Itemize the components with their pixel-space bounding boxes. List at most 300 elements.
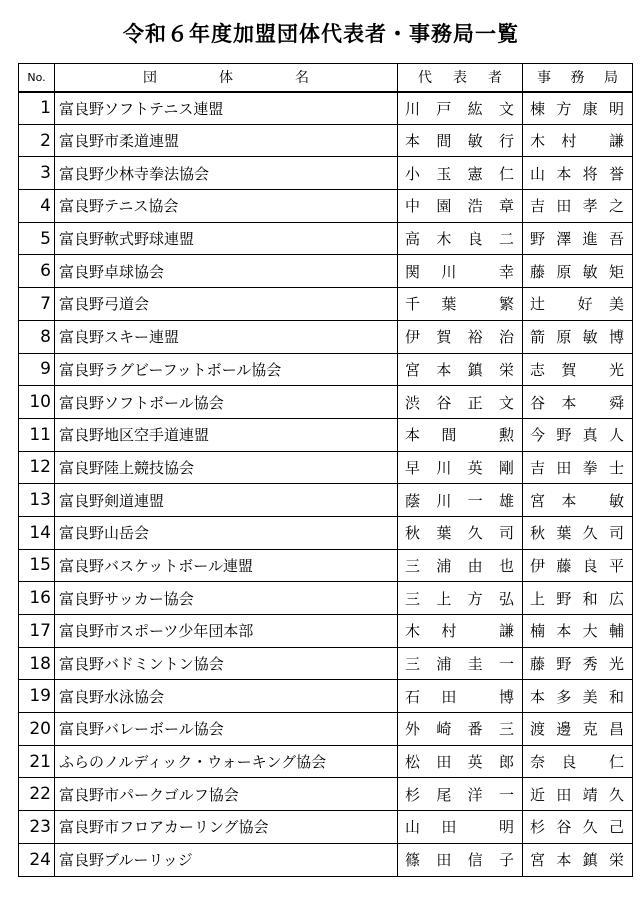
secretariat-name-char: 棟 [530,99,546,118]
row-number: 23 [19,811,55,844]
header-sec-char: 局 [604,70,618,87]
representative-name-char: 川 [436,491,452,510]
secretariat-name-char: 拳 [582,458,598,477]
representative-name-char: 本 [436,360,452,379]
representative-name-char: 賀 [436,328,452,347]
table-row [19,811,633,844]
secretariat-name-char: 謙 [608,132,624,151]
representative-name-char: 裕 [467,328,483,347]
organization-name: ふらのノルディック・ウォーキング協会 [55,745,398,778]
secretariat-name-char: 美 [582,687,598,706]
secretariat-name-char: 藤 [530,262,546,281]
secretariat-name-char: 吉 [530,458,546,477]
row-number: 16 [19,582,55,615]
organization-name: 富良野バドミントン協会 [55,647,398,680]
representative-name [398,582,523,615]
representative-name-char: 幸 [498,262,514,281]
secretariat-name-char: 久 [582,524,598,543]
row-number: 11 [19,418,55,451]
representative-name-char: 番 [467,720,483,739]
secretariat-name-char: 田 [556,197,572,216]
header-sec-char: 事 [537,70,551,87]
secretariat-name-char: 上 [530,589,546,608]
representative-name-char: 川 [441,262,457,281]
secretariat-name-char: 田 [556,458,572,477]
representative-name-char: 間 [436,132,452,151]
representative-name-char: 洋 [467,785,483,804]
secretariat-name [523,713,633,746]
representative-name-char: 勲 [498,426,514,445]
secretariat-name-char: 木 [530,132,546,151]
representative-name-char: 圭 [467,655,483,674]
representative-name-char: 敏 [467,132,483,151]
row-number: 1 [19,92,55,125]
representative-name-char: 一 [498,785,514,804]
secretariat-name-char: 平 [608,556,624,575]
organization-name: 富良野市スポーツ少年団本部 [55,615,398,648]
header-rep-char: 者 [488,70,502,87]
representative-name-char: 也 [498,556,514,575]
organization-name: 富良野バレーボール協会 [55,713,398,746]
secretariat-name-char: 本 [530,687,546,706]
representative-name-char: 渋 [405,393,421,412]
representative-name [398,386,523,419]
organization-name: 富良野少林寺拳法協会 [55,157,398,190]
secretariat-name [523,549,633,582]
secretariat-name-char: 野 [556,589,572,608]
secretariat-name [523,484,633,517]
representative-name-char: 葉 [441,295,457,314]
representative-name [398,516,523,549]
secretariat-name-char: 進 [582,230,598,249]
table-row [19,778,633,811]
secretariat-name-char: 近 [530,785,546,804]
secretariat-name-char: 光 [608,655,624,674]
representative-name [398,92,523,125]
secretariat-name [523,222,633,255]
organization-name: 富良野ソフトテニス連盟 [55,92,398,125]
secretariat-name-char: 真 [582,426,598,445]
secretariat-name-char: 広 [608,589,624,608]
representative-name-char: 田 [441,687,457,706]
table-row [19,222,633,255]
representative-name-char: 良 [467,230,483,249]
secretariat-name-char: 原 [556,328,572,347]
secretariat-name [523,418,633,451]
representative-name [398,778,523,811]
secretariat-name-char: 敏 [582,328,598,347]
row-number: 14 [19,516,55,549]
secretariat-name [523,353,633,386]
representative-name-char: 方 [467,589,483,608]
representative-name-char: 栄 [498,360,514,379]
representative-name-char: 司 [498,524,514,543]
representative-name-char: 間 [441,426,457,445]
secretariat-name-char: 藤 [530,655,546,674]
organization-name: 富良野地区空手道連盟 [55,418,398,451]
secretariat-name-char: 和 [582,589,598,608]
representative-name-char: 宮 [405,360,421,379]
representative-name-char: 一 [498,655,514,674]
secretariat-name-char: 久 [608,785,624,804]
representative-name-char: 外 [405,720,421,739]
secretariat-name-char: 藤 [556,556,572,575]
representative-name [398,615,523,648]
representative-name-char: 高 [405,230,421,249]
secretariat-name [523,190,633,223]
representative-name-char: 山 [405,818,421,837]
secretariat-name-char: 靖 [582,785,598,804]
secretariat-name [523,745,633,778]
table-row [19,484,633,517]
secretariat-name-char: 好 [577,295,593,314]
representative-name-char: 子 [498,851,514,870]
header-sec-char: 務 [570,70,585,87]
header-no: No. [19,64,55,92]
representative-name-char: 杉 [405,785,421,804]
representative-name-char: 田 [441,818,457,837]
representative-name-char: 弘 [498,589,514,608]
secretariat-name-char: 栄 [608,851,624,870]
secretariat-name-char: 輔 [608,622,624,641]
secretariat-name-char: 将 [582,164,598,183]
row-number: 15 [19,549,55,582]
secretariat-name-char: 本 [561,393,577,412]
representative-name-char: 崎 [436,720,452,739]
secretariat-name-char: 澤 [556,230,572,249]
organization-name: 富良野軟式野球連盟 [55,222,398,255]
representative-name-char: 篠 [405,851,421,870]
representative-name-char: 田 [436,753,452,772]
header-name-char: 名 [295,70,309,87]
row-number: 9 [19,353,55,386]
representative-name [398,647,523,680]
row-number: 22 [19,778,55,811]
representative-name-char: 紘 [467,99,483,118]
representative-name-char: 治 [498,328,514,347]
secretariat-name [523,157,633,190]
organization-name: 富良野ブルーリッジ [55,843,398,876]
row-number: 18 [19,647,55,680]
representative-name-char: 園 [436,197,452,216]
table-row [19,745,633,778]
representative-name-char: 秋 [405,524,421,543]
representative-name-char: 郎 [498,753,514,772]
header-name-char: 体 [219,70,233,87]
table-row [19,386,633,419]
secretariat-name-char: 多 [556,687,572,706]
representative-name-char: 戸 [436,99,452,118]
secretariat-name-char: 明 [608,99,624,118]
representative-name-char: 文 [498,99,514,118]
table-row [19,516,633,549]
secretariat-name-char: 山 [530,164,546,183]
representative-name-char: 石 [405,687,421,706]
representative-name [398,418,523,451]
organization-name: 富良野バスケットボール連盟 [55,549,398,582]
row-number: 19 [19,680,55,713]
secretariat-name-char: 奈 [530,753,546,772]
secretariat-name [523,516,633,549]
secretariat-name [523,124,633,157]
organization-name: 富良野剣道連盟 [55,484,398,517]
secretariat-name [523,582,633,615]
secretariat-name-char: 辻 [530,295,546,314]
representative-name-char: 谷 [436,393,452,412]
secretariat-name-char: 野 [556,655,572,674]
organization-name: 富良野市パークゴルフ協会 [55,778,398,811]
representative-name-char: 由 [467,556,483,575]
organization-name: 富良野卓球協会 [55,255,398,288]
member-organizations-table [18,63,633,877]
table-row [19,353,633,386]
representative-name [398,288,523,321]
secretariat-name-char: 渡 [530,720,546,739]
secretariat-name [523,615,633,648]
secretariat-name-char: 志 [530,360,546,379]
representative-name-char: 繁 [498,295,514,314]
organization-name: 富良野陸上競技協会 [55,451,398,484]
secretariat-name-char: 谷 [530,393,546,412]
representative-name [398,680,523,713]
secretariat-name-char: 孝 [582,197,598,216]
secretariat-name-char: 己 [608,818,624,837]
secretariat-name-char: 楠 [530,622,546,641]
row-number: 8 [19,320,55,353]
header-rep-char: 代 [418,70,432,87]
representative-name-char: 川 [405,99,421,118]
secretariat-name-char: 吾 [608,230,624,249]
secretariat-name-char: 本 [556,851,572,870]
secretariat-name-char: 昌 [608,720,624,739]
representative-name-char: 川 [436,458,452,477]
secretariat-name-char: 本 [561,491,577,510]
secretariat-name-char: 光 [608,360,624,379]
representative-name-char: 文 [498,393,514,412]
representative-name [398,124,523,157]
secretariat-name-char: 野 [530,230,546,249]
secretariat-name [523,680,633,713]
representative-name-char: 正 [467,393,483,412]
row-number: 4 [19,190,55,223]
representative-name [398,190,523,223]
secretariat-name-char: 谷 [556,818,572,837]
representative-name-char: 三 [405,589,421,608]
header-row [19,64,633,92]
secretariat-name-char: 賀 [561,360,577,379]
representative-name-char: 明 [498,818,514,837]
organization-name: 富良野サッカー協会 [55,582,398,615]
representative-name-char: 浦 [436,655,452,674]
secretariat-name-char: 野 [556,426,572,445]
secretariat-name-char: 本 [556,622,572,641]
representative-name-char: 松 [405,753,421,772]
table-row [19,157,633,190]
representative-name [398,549,523,582]
secretariat-name-char: 敏 [608,491,624,510]
representative-name-char: 中 [405,197,421,216]
table-row [19,615,633,648]
representative-name-char: 千 [405,295,421,314]
representative-name-char: 仁 [498,164,514,183]
secretariat-name-char: 村 [561,132,577,151]
secretariat-name [523,320,633,353]
secretariat-name-char: 大 [582,622,598,641]
secretariat-name-char: 宮 [530,491,546,510]
representative-name-char: 浩 [467,197,483,216]
row-number: 24 [19,843,55,876]
representative-name-char: 雄 [498,491,514,510]
header-representative [398,64,523,92]
representative-name [398,157,523,190]
representative-name [398,255,523,288]
secretariat-name-char: 之 [608,197,624,216]
table-row [19,451,633,484]
organization-name: 富良野市柔道連盟 [55,124,398,157]
representative-name-char: 本 [405,132,421,151]
secretariat-name-char: 克 [582,720,598,739]
secretariat-name-char: 和 [608,687,624,706]
representative-name-char: 博 [498,687,514,706]
representative-name-char: 浦 [436,556,452,575]
organization-name: 富良野テニス協会 [55,190,398,223]
secretariat-name-char: 今 [530,426,546,445]
representative-name-char: 伊 [405,328,421,347]
secretariat-name-char: 田 [556,785,572,804]
organization-name: 富良野弓道会 [55,288,398,321]
secretariat-name [523,92,633,125]
secretariat-name-char: 鎮 [582,851,598,870]
secretariat-name-char: 康 [582,99,598,118]
secretariat-name-char: 久 [582,818,598,837]
representative-name [398,451,523,484]
secretariat-name-char: 秋 [530,524,546,543]
row-number: 20 [19,713,55,746]
header-name-char: 団 [143,70,157,87]
secretariat-name [523,288,633,321]
representative-name-char: 木 [436,230,452,249]
header-organization-name [55,64,398,92]
row-number: 2 [19,124,55,157]
representative-name-char: 謙 [498,622,514,641]
secretariat-name-char: 舜 [608,393,624,412]
secretariat-name-char: 葉 [556,524,572,543]
secretariat-name [523,386,633,419]
representative-name-char: 上 [436,589,452,608]
row-number: 13 [19,484,55,517]
row-number: 17 [19,615,55,648]
secretariat-name-char: 箭 [530,328,546,347]
representative-name [398,320,523,353]
representative-name-char: 鎮 [467,360,483,379]
table-row [19,647,633,680]
secretariat-name-char: 方 [556,99,572,118]
representative-name-char: 英 [467,753,483,772]
organization-name: 富良野スキー連盟 [55,320,398,353]
secretariat-name-char: 杉 [530,818,546,837]
organization-name: 富良野市フロアカーリング協会 [55,811,398,844]
header-secretariat [523,64,633,92]
secretariat-name-char: 吉 [530,197,546,216]
representative-name [398,222,523,255]
secretariat-name-char: 秀 [582,655,598,674]
row-number: 3 [19,157,55,190]
secretariat-name-char: 司 [608,524,624,543]
representative-name-char: 一 [467,491,483,510]
secretariat-name [523,647,633,680]
representative-name-char: 二 [498,230,514,249]
secretariat-name-char: 伊 [530,556,546,575]
representative-name-char: 剛 [498,458,514,477]
representative-name-char: 葉 [436,524,452,543]
table-row [19,549,633,582]
secretariat-name [523,255,633,288]
representative-name-char: 村 [441,622,457,641]
representative-name-char: 英 [467,458,483,477]
secretariat-name-char: 人 [608,426,624,445]
organization-name: 富良野ソフトボール協会 [55,386,398,419]
table-row [19,92,633,125]
table-row [19,680,633,713]
table-row [19,713,633,746]
row-number: 12 [19,451,55,484]
organization-name: 富良野山岳会 [55,516,398,549]
representative-name-char: 信 [467,851,483,870]
row-number: 21 [19,745,55,778]
header-rep-char: 表 [453,70,467,87]
representative-name-char: 田 [436,851,452,870]
secretariat-name-char: 矩 [608,262,624,281]
secretariat-name [523,778,633,811]
representative-name-char: 小 [405,164,421,183]
secretariat-name-char: 本 [556,164,572,183]
representative-name-char: 行 [498,132,514,151]
table-row [19,320,633,353]
row-number: 7 [19,288,55,321]
representative-name-char: 関 [405,262,421,281]
representative-name [398,843,523,876]
representative-name [398,484,523,517]
table-row [19,418,633,451]
representative-name-char: 早 [405,458,421,477]
representative-name-char: 玉 [436,164,452,183]
table-row [19,582,633,615]
representative-name-char: 憲 [467,164,483,183]
secretariat-name-char: 良 [582,556,598,575]
representative-name-char: 尾 [436,785,452,804]
secretariat-name-char: 良 [561,753,577,772]
secretariat-name-char: 宮 [530,851,546,870]
row-number: 10 [19,386,55,419]
representative-name-char: 三 [405,556,421,575]
secretariat-name-char: 原 [556,262,572,281]
representative-name-char: 本 [405,426,421,445]
secretariat-name-char: 誉 [608,164,624,183]
table-row [19,255,633,288]
representative-name-char: 三 [405,655,421,674]
representative-name-char: 章 [498,197,514,216]
secretariat-name-char: 士 [608,458,624,477]
table-row [19,190,633,223]
secretariat-name [523,843,633,876]
row-number: 5 [19,222,55,255]
row-number: 6 [19,255,55,288]
secretariat-name-char: 博 [608,328,624,347]
table-row [19,843,633,876]
representative-name-char: 木 [405,622,421,641]
representative-name [398,713,523,746]
secretariat-name-char: 敏 [582,262,598,281]
